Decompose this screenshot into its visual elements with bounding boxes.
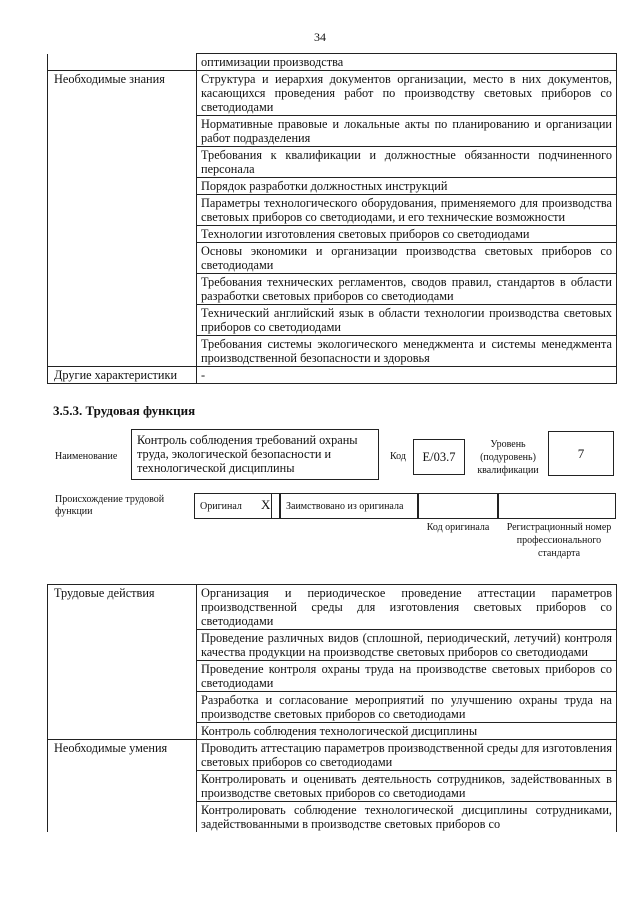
row-value: Технологии изготовления световых приборов со светодиодами — [197, 226, 617, 243]
row-value: Проведение различных видов (сплошной, периодический, летучий) контроля качества продукции на производстве световых приборов со светодиодами — [197, 630, 617, 661]
borrowed-cell — [280, 493, 418, 519]
table-row — [48, 71, 617, 116]
row-value: Требования технических регламентов, сводов правил, стандартов в области разработки световых приборов со светодиодами — [197, 274, 617, 305]
code-label: Код — [390, 451, 406, 462]
row-value: Организация и периодическое проведение аттестации параметров производственной среды для изготовления световых приборов со светодиодами — [197, 585, 617, 630]
section-title: 3.5.3. Трудовая функция — [53, 403, 196, 418]
function-code-box: E/03.7 — [413, 439, 465, 475]
actions-table — [47, 584, 617, 832]
row-value: Порядок разработки должностных инструкций — [197, 178, 617, 195]
row-value: Требования к квалификации и должностные обязанности подчиненного персонала — [197, 147, 617, 178]
reg-number-caption: Регистрационный номер профессионального стандарта — [506, 522, 612, 559]
code-original-cell — [418, 493, 498, 519]
table-row — [48, 367, 617, 384]
origin-label: Происхождение трудовой функции — [55, 494, 165, 517]
page-number: 34 — [314, 30, 326, 44]
row-value: оптимизации производства — [197, 54, 617, 71]
row-value: Проведение контроля охраны труда на производстве световых приборов со светодиодами — [197, 661, 617, 692]
name-label: Наименование — [55, 451, 118, 462]
original-label: Оригинал — [200, 501, 242, 512]
row-label: Другие характеристики — [48, 367, 197, 384]
table-row — [48, 54, 617, 71]
row-value: Технический английский язык в области технологии производства световых приборов со светодиодами — [197, 305, 617, 336]
reg-number-cell — [498, 493, 616, 519]
function-name-box: Контроль соблюдения требований охраны труда, экологической безопасности и технологической дисциплины — [131, 429, 379, 480]
table-row — [48, 585, 617, 630]
row-value: Требования системы экологического менеджмента и системы менеджмента производственной безопасности и здоровья — [197, 336, 617, 367]
row-value: Структура и иерархия документов организации, место в них документов, касающихся проведения работ по производству световых приборов со светодиодами — [197, 71, 617, 116]
knowledge-table — [47, 53, 617, 384]
row-label: Трудовые действия — [48, 585, 197, 740]
row-value: Проводить аттестацию параметров производственной среды для изготовления световых приборов со светодиодами — [197, 740, 617, 771]
row-value: - — [197, 367, 617, 384]
original-mark: X — [261, 497, 271, 512]
table-row — [48, 740, 617, 771]
cell-divider — [271, 493, 272, 519]
row-value: Основы экономики и организации производства световых приборов со светодиодами — [197, 243, 617, 274]
original-cell — [194, 493, 280, 519]
borrowed-label: Заимствовано из оригинала — [286, 501, 404, 512]
row-label: Необходимые знания — [48, 71, 197, 367]
row-value: Нормативные правовые и локальные акты по планированию и организации работ подразделения — [197, 116, 617, 147]
row-label — [48, 54, 197, 71]
level-value-box: 7 — [548, 431, 614, 476]
level-label: Уровень (подуровень) квалификации — [477, 439, 539, 476]
row-value: Контролировать соблюдение технологической дисциплины сотрудниками, задействованными в производстве световых приборов со — [197, 802, 617, 833]
row-label: Необходимые умения — [48, 740, 197, 833]
row-value: Контролировать и оценивать деятельность сотрудников, задействованных в производстве световых приборов со светодиодами — [197, 771, 617, 802]
row-value: Параметры технологического оборудования, применяемого для производства световых приборов со светодиодами, и его технические возможности — [197, 195, 617, 226]
row-value: Разработка и согласование мероприятий по улучшению охраны труда на производстве световых приборов со светодиодами — [197, 692, 617, 723]
code-original-caption: Код оригинала — [426, 522, 490, 533]
row-value: Контроль соблюдения технологической дисциплины — [197, 723, 617, 740]
